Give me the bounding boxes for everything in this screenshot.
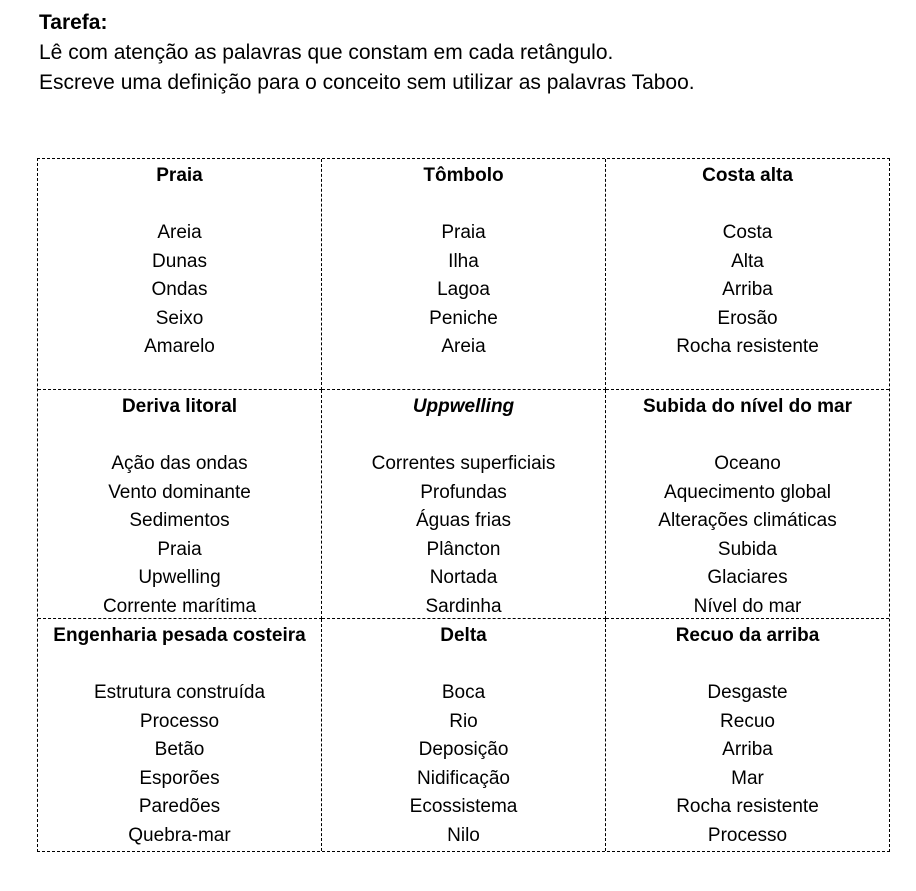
taboo-word: Praia [157,538,202,560]
taboo-word: Ilha [448,250,479,272]
taboo-word: Paredões [138,796,221,817]
card-title: Tômbolo [423,165,504,186]
taboo-word: Recuo [720,710,775,732]
card-title: Uppwelling [412,396,515,417]
task-header [39,8,899,98]
taboo-word: Subida [717,538,778,560]
card-title: Costa alta [702,165,793,186]
taboo-word: Seixo [155,307,204,329]
taboo-word: Aquecimento global [664,481,831,503]
taboo-word: Areia [441,336,486,357]
taboo-word: Costa [722,222,773,243]
taboo-word: Vento dominante [108,481,251,503]
instruction-line-1: Lê com atenção as palavras que constam em cada retângulo. [39,41,614,64]
taboo-card-recuo-arriba [606,619,889,851]
taboo-card-delta [322,619,606,851]
taboo-word: Nortada [429,567,498,588]
taboo-word: Praia [441,222,486,243]
taboo-word: Boca [441,682,486,703]
taboo-word: Alta [731,250,764,272]
taboo-word: Dunas [152,250,207,272]
taboo-word: Ecossistema [409,796,518,817]
taboo-word: Rocha resistente [676,796,819,817]
card-title: Subida do nível do mar [642,396,853,417]
taboo-word: Ondas [151,279,208,300]
taboo-word: Arriba [722,739,773,760]
taboo-card-praia [38,159,322,390]
taboo-word: Areia [157,222,202,243]
taboo-word: Correntes superficiais [371,453,556,474]
taboo-word: Alterações climáticas [658,510,837,531]
task-title: Tarefa: [39,11,108,34]
taboo-word: Esporões [139,767,220,789]
taboo-word: Upwelling [138,567,221,588]
taboo-word: Estrutura construída [93,682,266,703]
card-title: Praia [156,165,203,186]
taboo-word: Amarelo [144,336,215,357]
card-title: Engenharia pesada costeira [53,625,306,646]
card-title: Recuo da arriba [675,625,820,646]
taboo-word: Deposição [418,739,509,760]
taboo-word: Mar [731,767,764,789]
taboo-word: Processo [707,824,788,846]
card-title: Deriva litoral [121,396,238,417]
instruction-line-2: Escreve uma definição para o conceito sem utilizar as palavras Taboo. [39,71,695,94]
taboo-card-deriva-litoral [38,390,322,619]
taboo-card-subida-nivel-mar [606,390,889,619]
taboo-word: Sedimentos [129,510,230,531]
taboo-word: Oceano [714,453,781,474]
taboo-word: Glaciares [707,567,788,588]
taboo-word: Erosão [717,307,778,329]
taboo-word: Arriba [722,279,773,300]
taboo-card-costa-alta [606,159,889,390]
taboo-word: Plâncton [426,538,501,560]
taboo-word: Corrente marítima [102,595,257,617]
taboo-word: Desgaste [707,682,788,703]
taboo-word: Lagoa [437,279,490,300]
taboo-word: Ação das ondas [111,453,248,474]
taboo-word: Profundas [420,481,507,503]
taboo-word: Águas frias [415,510,512,531]
taboo-card-uppwelling [322,390,606,619]
taboo-word: Rocha resistente [676,336,819,357]
taboo-word: Processo [139,710,220,732]
taboo-card-tombolo [322,159,606,390]
taboo-card-engenharia-pesada [38,619,322,851]
taboo-word: Nilo [447,824,480,846]
taboo-word: Nível do mar [693,595,802,617]
card-title: Delta [440,625,487,646]
taboo-word: Sardinha [425,595,502,617]
taboo-word: Nidificação [417,767,510,789]
taboo-card-grid [37,158,890,852]
taboo-word: Rio [449,710,478,732]
taboo-word: Betão [154,739,205,760]
taboo-word: Peniche [429,307,498,329]
taboo-word: Quebra-mar [128,824,231,846]
